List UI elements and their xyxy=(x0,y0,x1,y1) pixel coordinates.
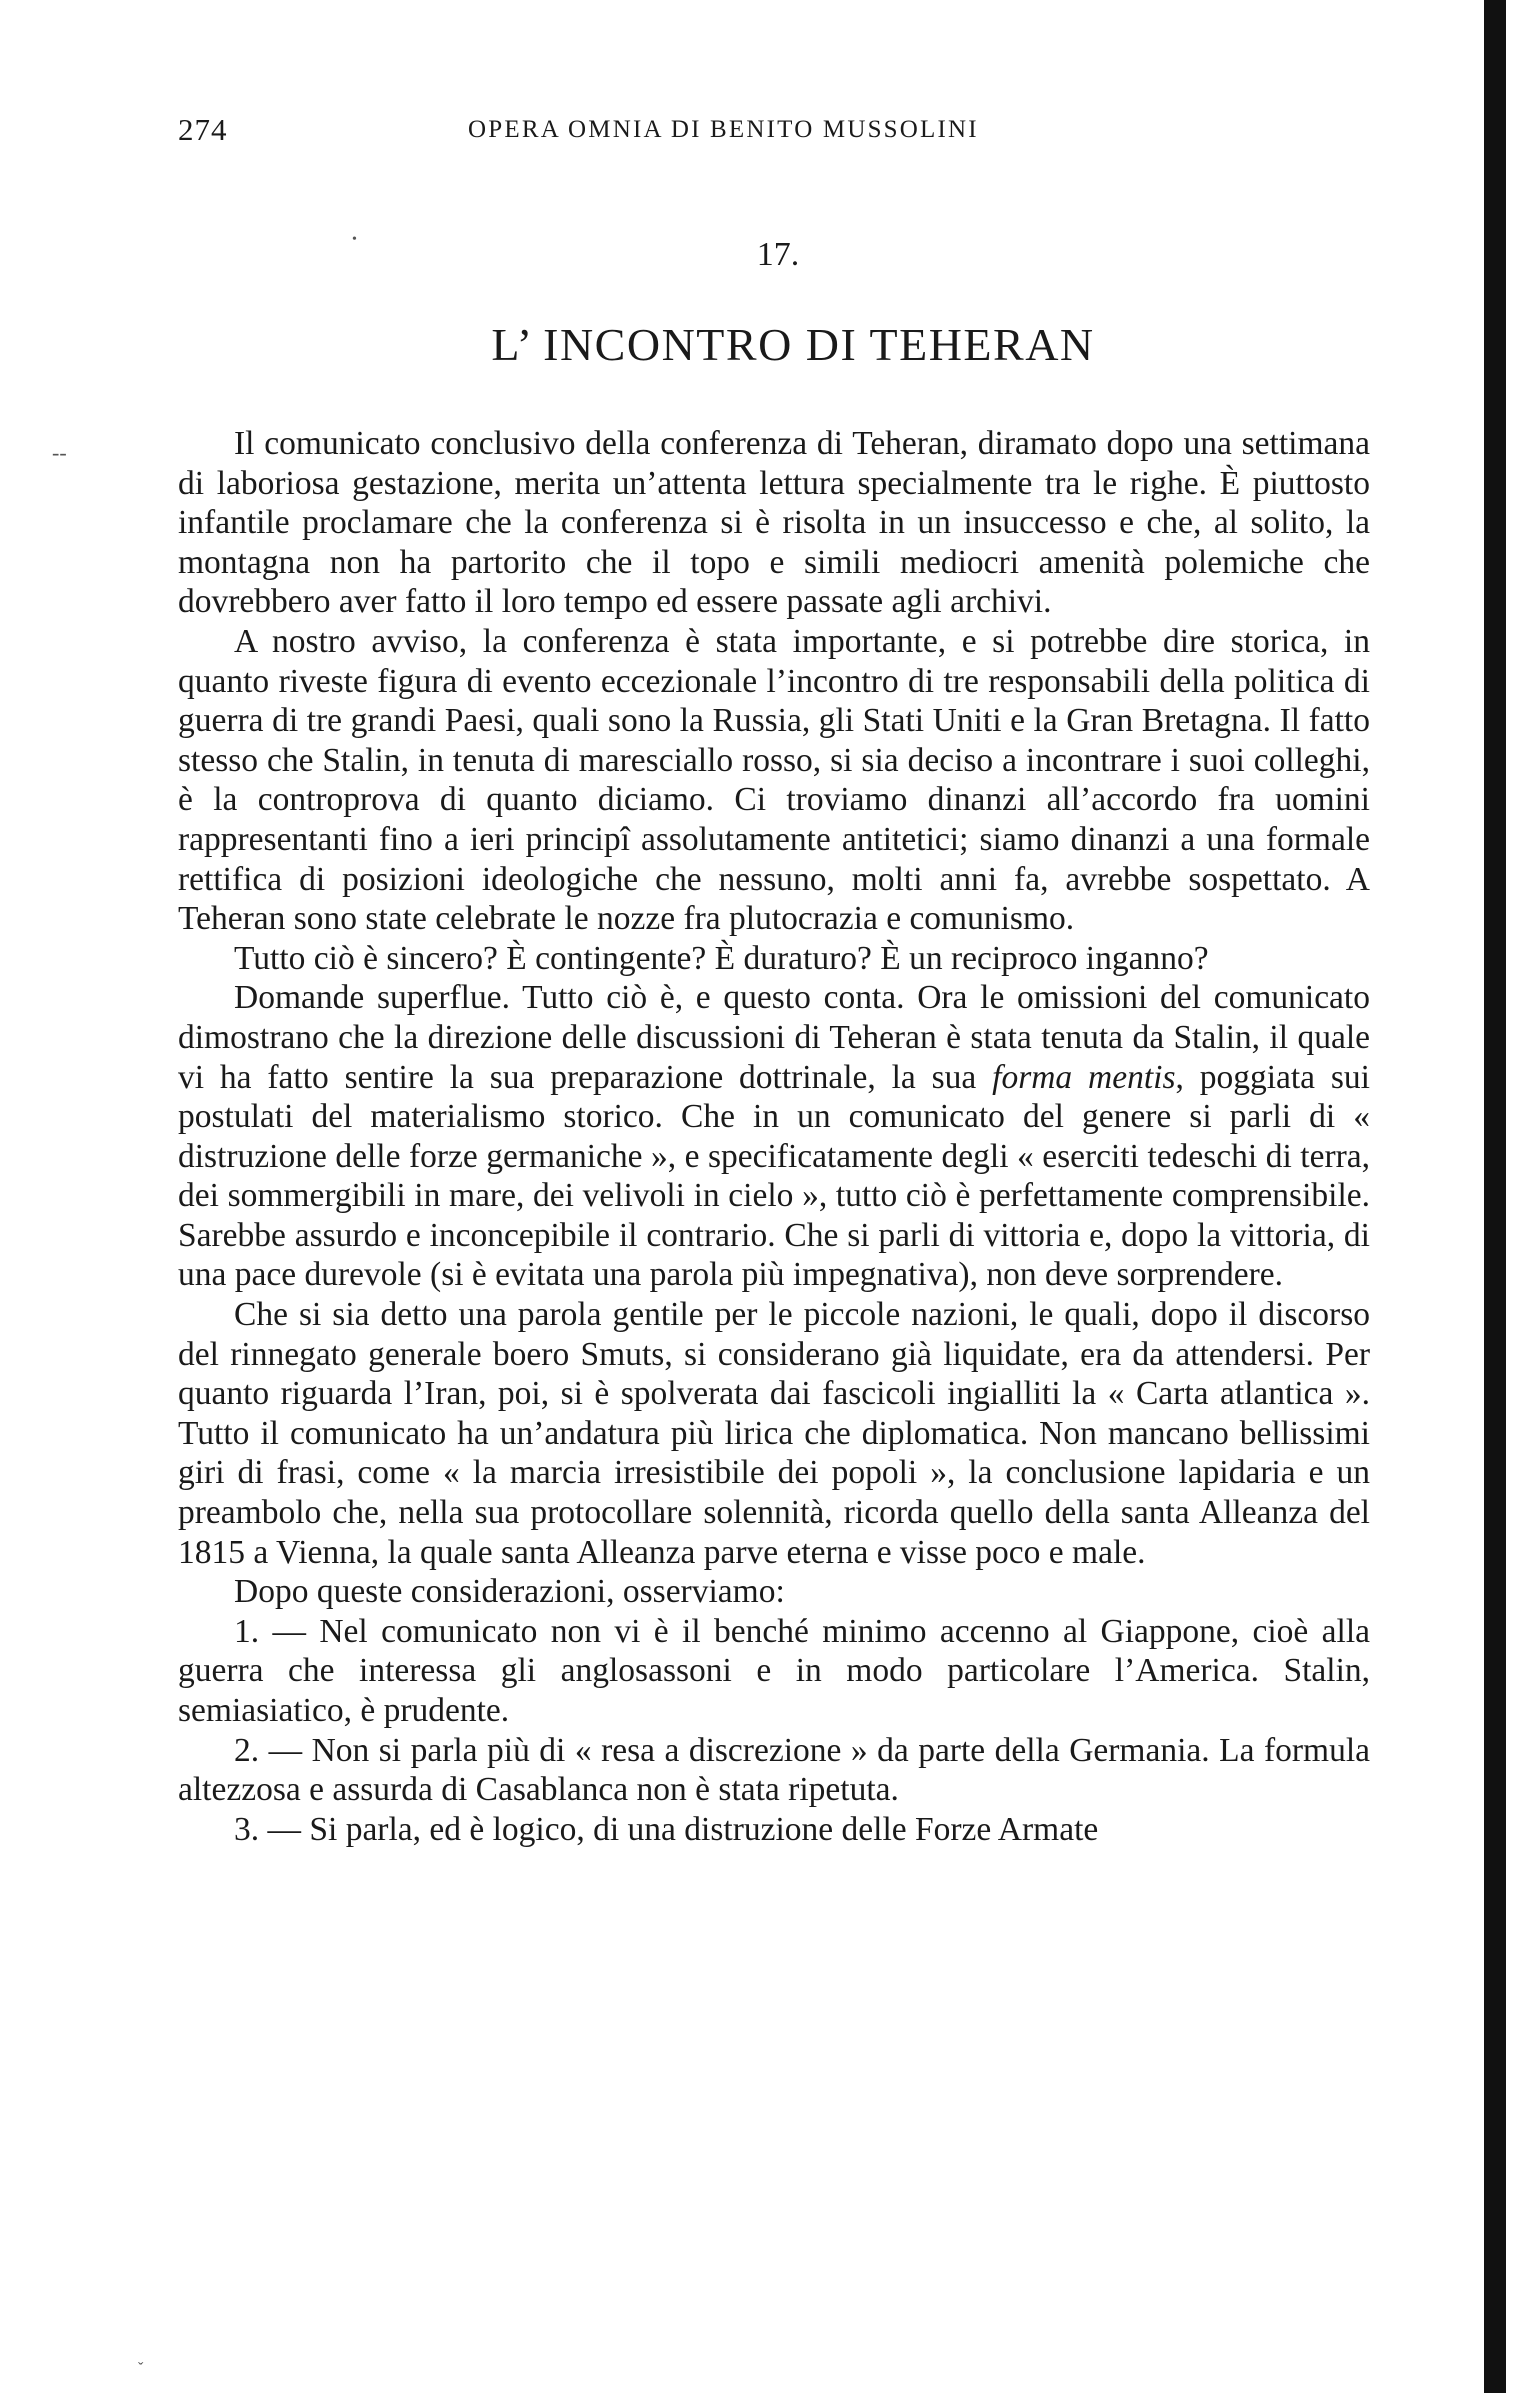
numbered-paragraph: 3. — Si parla, ed è logico, di una distruzione delle Forze Armate xyxy=(234,1810,1099,1848)
paragraph: Il comunicato conclusivo della conferenza di Teheran, diramato dopo una settimana di laboriosa gestazione, merita un’attenta lettura specialmente tra le righe. È piuttosto infantile proclamare che la conferenza si è risolta in un insuccesso e che, al solito, la montagna non ha partorito che il topo e simili mediocri amenità polemiche che dovrebbero aver fatto il loro tempo ed essere passate agli archivi. xyxy=(178,425,1370,621)
running-head: OPERA OMNIA DI BENITO MUSSOLINI xyxy=(468,116,979,143)
chapter-title: L’ INCONTRO DI TEHERAN xyxy=(491,319,1095,370)
numbered-paragraph: 1. — Nel comunicato non vi è il benché minimo accenno al Giappone, cioè alla guerra che interessa gli anglosassoni e in modo particolare l’America. Stalin, semiasiatico, è prudente. xyxy=(178,1612,1370,1729)
italic-phrase: forma mentis xyxy=(992,1058,1176,1096)
paragraph-text: Domande superflue. Tutto ciò è, e questo conta. Ora le omissioni del comunicato dimostrano che la direzione delle discussioni di Teheran è stata tenuta da Stalin, il quale vi ha fatto sentire la sua preparazione dottrinale, la sua xyxy=(178,979,1370,1096)
body-text xyxy=(178,424,1370,1849)
scan-mark: ˇ xyxy=(138,2360,144,2377)
paragraph: A nostro avviso, la conferenza è stata importante, e si potrebbe dire storica, in quanto riveste figura di evento eccezionale l’incontro di tre responsabili della politica di guerra di tre grandi Paesi, quali sono la Russia, gli Stati Uniti e la Gran Bretagna. Il fatto stesso che Stalin, in tenuta di maresciallo rosso, si sia deciso a incontrare i suoi colleghi, è la controprova di quanto diciamo. Ci troviamo dinanzi all’accordo fra uomini rappresentanti fino a ieri principî assolutamente antitetici; siamo dinanzi a una formale rettifica di posizioni ideologiche che nessuno, molti anni fa, avrebbe sospettato. A Teheran sono state celebrate le nozze fra plutocrazia e comunismo. xyxy=(178,622,1370,938)
page-header xyxy=(178,112,1373,156)
paragraph: Che si sia detto una parola gentile per le piccole nazioni, le quali, dopo il discorso del rinnegato generale boero Smuts, si considerano già liquidate, era da attendersi. Per quanto riguarda l’Iran, poi, si è spolverata dai fascicoli ingialliti la « Carta atlantica ». Tutto il comunicato ha un’andatura più lirica che diplomatica. Non mancano bellissimi giri di frasi, come « la marcia irresistibile dei popoli », la conclusione lapidaria e un preambolo che, nella sua protocollare solennità, ricorda quello della santa Alleanza del 1815 a Vienna, la quale santa Alleanza parve eterna e visse poco e male. xyxy=(178,1296,1370,1571)
paragraph: Dopo queste considerazioni, osserviamo: xyxy=(234,1573,785,1611)
scan-dot: • xyxy=(352,232,357,247)
paragraph: Tutto ciò è sincero? È contingente? È duraturo? È un reciproco inganno? xyxy=(234,939,1209,977)
numbered-paragraph: 2. — Non si parla più di « resa a discrezione » da parte della Germania. La formula altezzosa e assurda di Casablanca non è stata ripetuta. xyxy=(178,1731,1370,1809)
paragraph-text: , poggiata sui postulati del materialismo storico. Che in un comunicato del genere si parli di « distruzione delle forze germaniche », e specificatamente degli « eserciti tedeschi di terra, dei sommergibili in mare, dei velivoli in cielo », tutto ciò è perfettamente comprensibile. Sarebbe assurdo e inconcepibile il contrario. Che si parli di vittoria e, dopo la vittoria, di una pace durevole (si è evitata una parola più impegnativa), non deve sorprendere. xyxy=(178,1058,1370,1294)
scan-mark: -- xyxy=(52,440,67,465)
chapter-number: 17. xyxy=(756,236,800,273)
paragraph xyxy=(178,978,1370,1295)
page-number: 274 xyxy=(178,112,228,147)
